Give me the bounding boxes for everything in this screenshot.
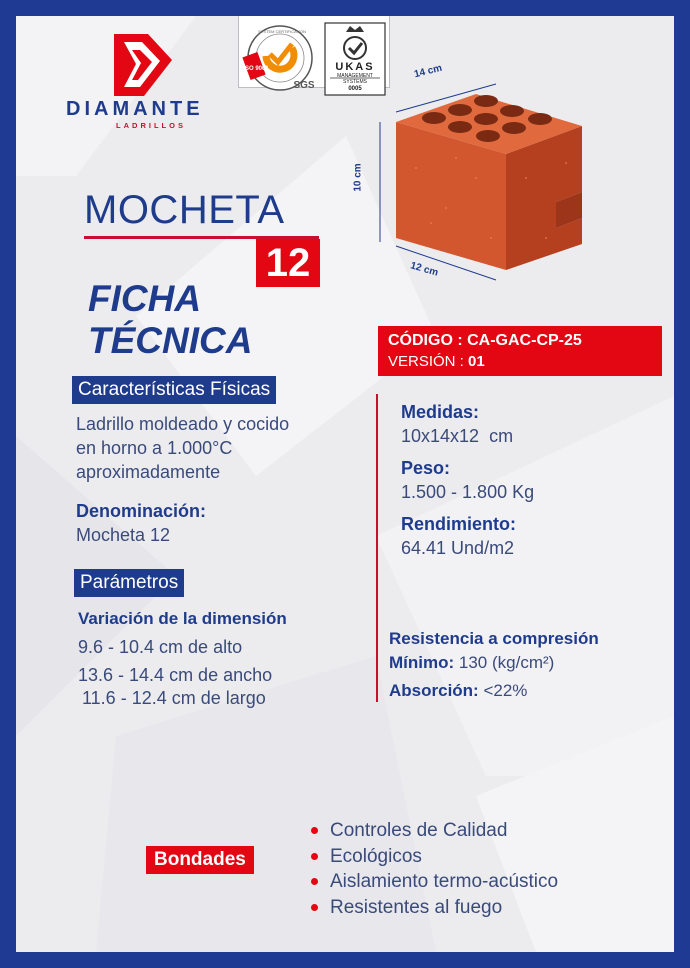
bondades-heading: Bondades <box>146 846 254 874</box>
bullet-icon <box>311 853 318 860</box>
ukas-number: 0005 <box>348 86 362 92</box>
variation-label: Variación de la dimensión <box>78 609 287 628</box>
bullet-icon <box>311 904 318 911</box>
height-label: 10 cm <box>352 163 364 192</box>
version-label: VERSIÓN : <box>388 353 464 370</box>
ukas-line2: SYSTEMS <box>343 79 367 85</box>
medidas-value: 10x14x12 cm <box>401 426 514 446</box>
iso-badge-label: ISO 9001 <box>243 66 269 72</box>
denomination-value: Mocheta 12 <box>76 525 171 545</box>
ukas-line1: MANAGEMENT <box>337 73 373 79</box>
code-label: CÓDIGO <box>388 332 453 349</box>
parameter-row: 13.6 - 14.4 cm de ancho <box>78 665 273 685</box>
data-sheet <box>16 16 674 952</box>
list-item: Resistentes al fuego <box>310 895 558 921</box>
minimo-value: 130 (kg/cm²) <box>458 653 555 672</box>
iso-certification-badge <box>242 20 322 100</box>
brand-tagline: LADRILLOS <box>116 121 186 130</box>
bullet-icon <box>311 827 318 834</box>
bullet-icon <box>311 878 318 885</box>
list-item: Aislamiento termo-acústico <box>310 869 558 895</box>
rendimiento-label: Rendimiento: <box>401 514 516 534</box>
diamante-logo-icon <box>114 34 172 96</box>
denomination-label: Denominación: <box>76 501 207 521</box>
column-divider <box>376 394 378 702</box>
medidas-label: Medidas: <box>401 402 480 422</box>
physical-description-2: en horno a 1.000°C <box>76 438 233 458</box>
iso-ring-text: SYSTEM CERTIFICATION <box>258 29 306 34</box>
absorcion-label: Absorción: <box>389 681 479 700</box>
version-value: 01 <box>468 353 485 370</box>
code-value: : CA-GAC-CP-25 <box>457 332 582 349</box>
product-name: MOCHETA <box>84 188 285 232</box>
absorcion-value: <22% <box>483 681 528 700</box>
sheet-title-line1: FICHA <box>88 278 202 319</box>
minimo-row <box>389 652 554 674</box>
peso-value: 1.500 - 1.800 Kg <box>401 482 535 502</box>
absorcion-row <box>389 680 527 702</box>
code-box <box>378 326 662 376</box>
sheet-title-line2: TÉCNICA <box>88 320 253 361</box>
product-number: 12 <box>256 239 320 287</box>
parameter-row: 11.6 - 12.4 cm de largo <box>82 688 266 708</box>
parameters-heading: Parámetros <box>74 569 184 597</box>
physical-description-1: Ladrillo moldeado y cocido <box>76 414 290 434</box>
physical-description-3: aproximadamente <box>76 462 221 482</box>
length-label: 12 cm <box>409 260 440 279</box>
brand-name: DIAMANTE <box>66 98 204 120</box>
sgs-label: SGS <box>293 80 315 91</box>
ukas-name: UKAS <box>335 61 375 73</box>
brick-illustration <box>356 68 656 300</box>
bondades-list <box>310 818 558 920</box>
peso-label: Peso: <box>401 458 451 478</box>
rendimiento-value: 64.41 Und/m2 <box>401 538 515 558</box>
physical-heading: Características Físicas <box>72 376 276 404</box>
minimo-label: Mínimo: <box>389 653 455 672</box>
resistencia-label: Resistencia a compresión <box>389 629 599 648</box>
width-label: 14 cm <box>413 62 444 81</box>
list-item: Ecológicos <box>310 844 558 870</box>
parameter-row: 9.6 - 10.4 cm de alto <box>78 637 243 657</box>
list-item: Controles de Calidad <box>310 818 558 844</box>
